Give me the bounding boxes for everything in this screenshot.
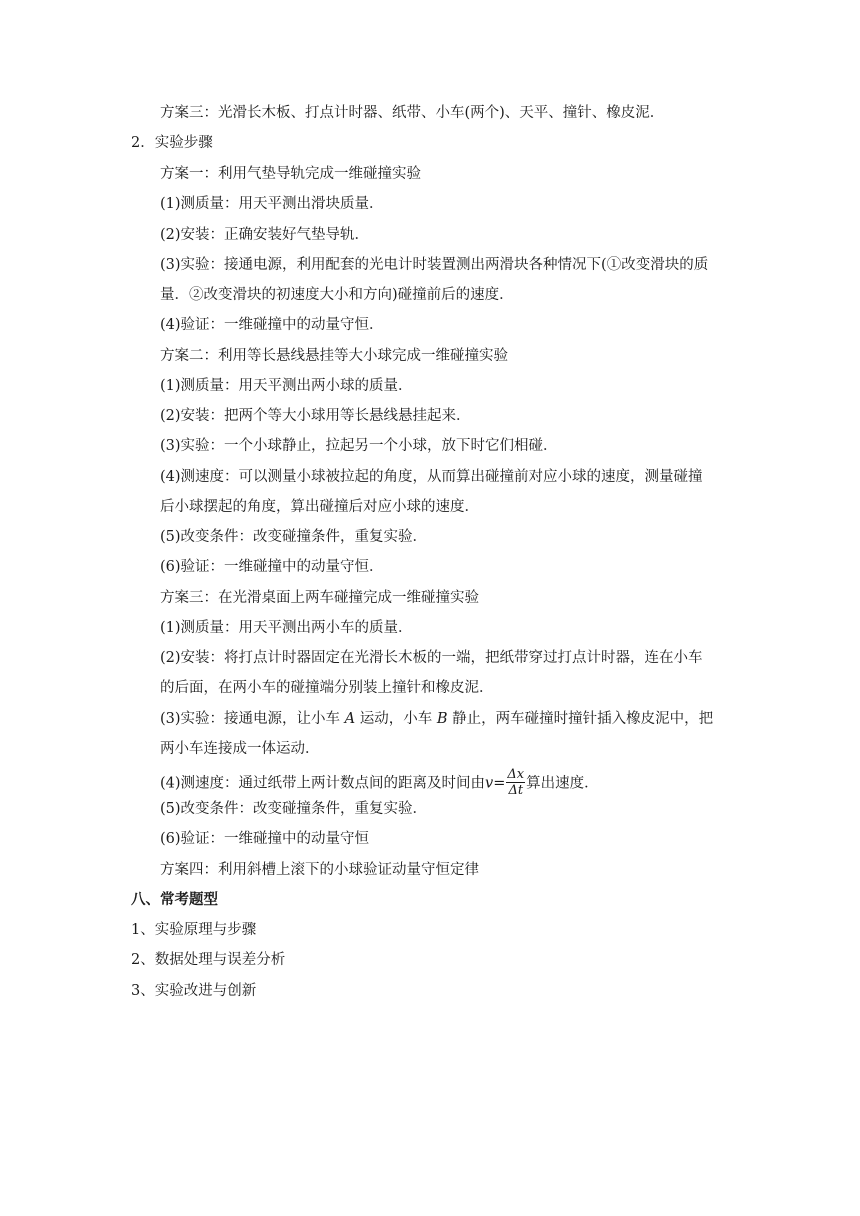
text-line: (1)测质量：用天平测出滑块质量． xyxy=(160,196,384,212)
formula-line xyxy=(160,768,599,799)
fraction-denominator: Δt xyxy=(508,783,524,798)
variable-a: A xyxy=(344,711,356,727)
text-segment: 运动，小车 xyxy=(359,711,433,727)
text-line: 方案四：利用斜槽上滚下的小球验证动量守恒定律 xyxy=(160,862,479,878)
list-item: 2、数据处理与误差分析 xyxy=(131,952,286,968)
text-line: (6)验证：一维碰撞中的动量守恒 xyxy=(160,831,370,847)
velocity-fraction xyxy=(506,767,525,798)
text-line: 方案二：利用等长悬线悬挂等大小球完成一维碰撞实验 xyxy=(160,348,508,364)
text-line: (5)改变条件：改变碰撞条件，重复实验． xyxy=(160,529,428,545)
fraction-numerator: Δx xyxy=(507,767,525,782)
text-segment: 静止，两车碰撞时撞针插入橡皮泥中，把 xyxy=(452,711,714,727)
section-heading: 八、常考题型 xyxy=(131,891,218,908)
list-item: 1、实验原理与步骤 xyxy=(131,922,257,938)
text-line: (4)测速度：可以测量小球被拉起的角度，从而算出碰撞前对应小球的速度，测量碰撞 xyxy=(160,469,703,485)
text-line: 方案一：利用气垫导轨完成一维碰撞实验 xyxy=(160,166,421,182)
text-line: 方案三：光滑长木板、打点计时器、纸带、小车(两个)、天平、撞针、橡皮泥． xyxy=(160,105,665,121)
text-segment: (4)测速度：通过纸带上两计数点间的距离及时间由 xyxy=(160,775,486,792)
text-line: (3)实验：一个小球静止，拉起另一个小球，放下时它们相碰． xyxy=(160,438,558,454)
velocity-symbol: v xyxy=(485,775,494,792)
text-segment: 算出速度． xyxy=(526,775,599,792)
equals-sign: = xyxy=(493,775,506,792)
text-line: 的后面，在两小车的碰撞端分别装上撞针和橡皮泥． xyxy=(160,680,494,696)
variable-b: B xyxy=(436,711,448,727)
text-line: 量．②改变滑块的初速度大小和方向)碰撞前后的速度． xyxy=(160,287,514,303)
text-line: (2)安装：把两个等大小球用等长悬线悬挂起来． xyxy=(160,408,471,424)
text-line: (2)安装：将打点计时器固定在光滑长木板的一端，把纸带穿过打点计时器，连在小车 xyxy=(160,650,703,666)
text-line xyxy=(160,709,713,729)
text-line: (2)安装：正确安装好气垫导轨． xyxy=(160,227,370,243)
text-line: (3)实验：接通电源，利用配套的光电计时装置测出两滑块各种情况下(①改变滑块的质 xyxy=(160,257,709,273)
text-line: (1)测质量：用天平测出两小球的质量． xyxy=(160,378,413,394)
text-line: 后小球摆起的角度，算出碰撞后对应小球的速度． xyxy=(160,499,479,515)
text-line: (6)验证：一维碰撞中的动量守恒． xyxy=(160,559,384,575)
text-segment: (3)实验：接通电源，让小车 xyxy=(160,711,341,727)
text-line: (4)验证：一维碰撞中的动量守恒． xyxy=(160,317,384,333)
list-item: 3、实验改进与创新 xyxy=(131,983,257,999)
text-line: 方案三：在光滑桌面上两车碰撞完成一维碰撞实验 xyxy=(160,590,479,606)
text-line: (1)测质量：用天平测出两小车的质量． xyxy=(160,620,413,636)
text-line: 两小车连接成一体运动． xyxy=(160,741,320,757)
section-heading: 2．实验步骤 xyxy=(131,135,213,151)
text-line: (5)改变条件：改变碰撞条件，重复实验． xyxy=(160,801,428,817)
